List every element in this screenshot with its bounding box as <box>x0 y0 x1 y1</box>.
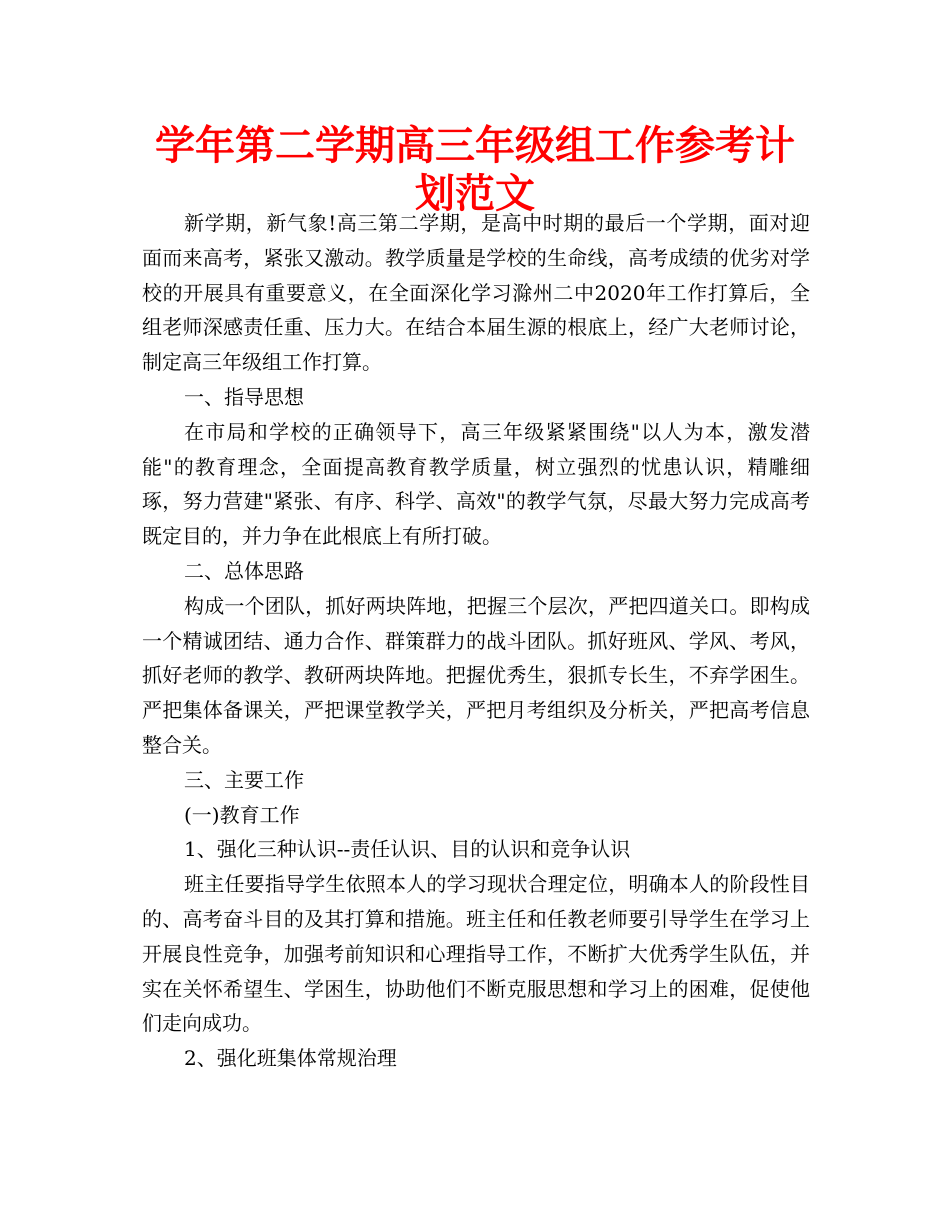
intro-paragraph: 新学期，新气象!高三第二学期，是高中时期的最后一个学期，面对迎面而来高考，紧张又激动。教学质量是学校的生命线，高考成绩的优劣对学校的开展具有重要意义，在全面深化学习滁州二中2020年工作打算后，全组老师深感责任重、压力大。在结合本届生源的根底上，经广大老师讨论，制定高三年级组工作打算。 <box>142 211 810 375</box>
overall-idea-paragraph: 构成一个团队，抓好两块阵地，把握三个层次，严把四道关口。即构成一个精诚团结、通力合作、群策群力的战斗团队。抓好班风、学风、考风，抓好老师的教学、教研两块阵地。把握优秀生，狠抓专长生，不弃学困生。严把集体备课关，严把课堂教学关，严把月考组织及分析关，严把高考信息整合关。 <box>142 593 810 757</box>
section-heading-main-work: 三、主要工作 <box>184 767 304 792</box>
subsection-heading-education-work: (一)教育工作 <box>184 802 300 827</box>
item-heading-class-management: 2、强化班集体常规治理 <box>184 1046 397 1071</box>
guiding-thought-paragraph: 在市局和学校的正确领导下，高三年级紧紧围绕"以人为本，激发潜能"的教育理念，全面提高教育教学质量，树立强烈的忧患认识，精雕细琢，努力营建"紧张、有序、科学、高效"的教学气氛，尽最大努力完成高考既定目的，并力争在此根底上有所打破。 <box>142 419 810 549</box>
section-heading-overall-idea: 二、总体思路 <box>184 558 304 583</box>
document-title: 学年第二学期高三年级组工作参考计划范文 <box>155 122 795 217</box>
section-heading-guiding-thought: 一、指导思想 <box>184 384 304 409</box>
document-body <box>142 206 810 1076</box>
three-awareness-paragraph: 班主任要指导学生依照本人的学习现状合理定位，明确本人的阶段性目的、高考奋斗目的及其打算和措施。班主任和任教老师要引导学生在学习上开展良性竞争，加强考前知识和心理指导工作，不断扩大优秀学生队伍，并实在关怀希望生、学困生，协助他们不断克服思想和学习上的困难，促使他们走向成功。 <box>142 872 810 1036</box>
item-heading-three-awareness: 1、强化三种认识--责任认识、目的认识和竞争认识 <box>184 837 631 862</box>
